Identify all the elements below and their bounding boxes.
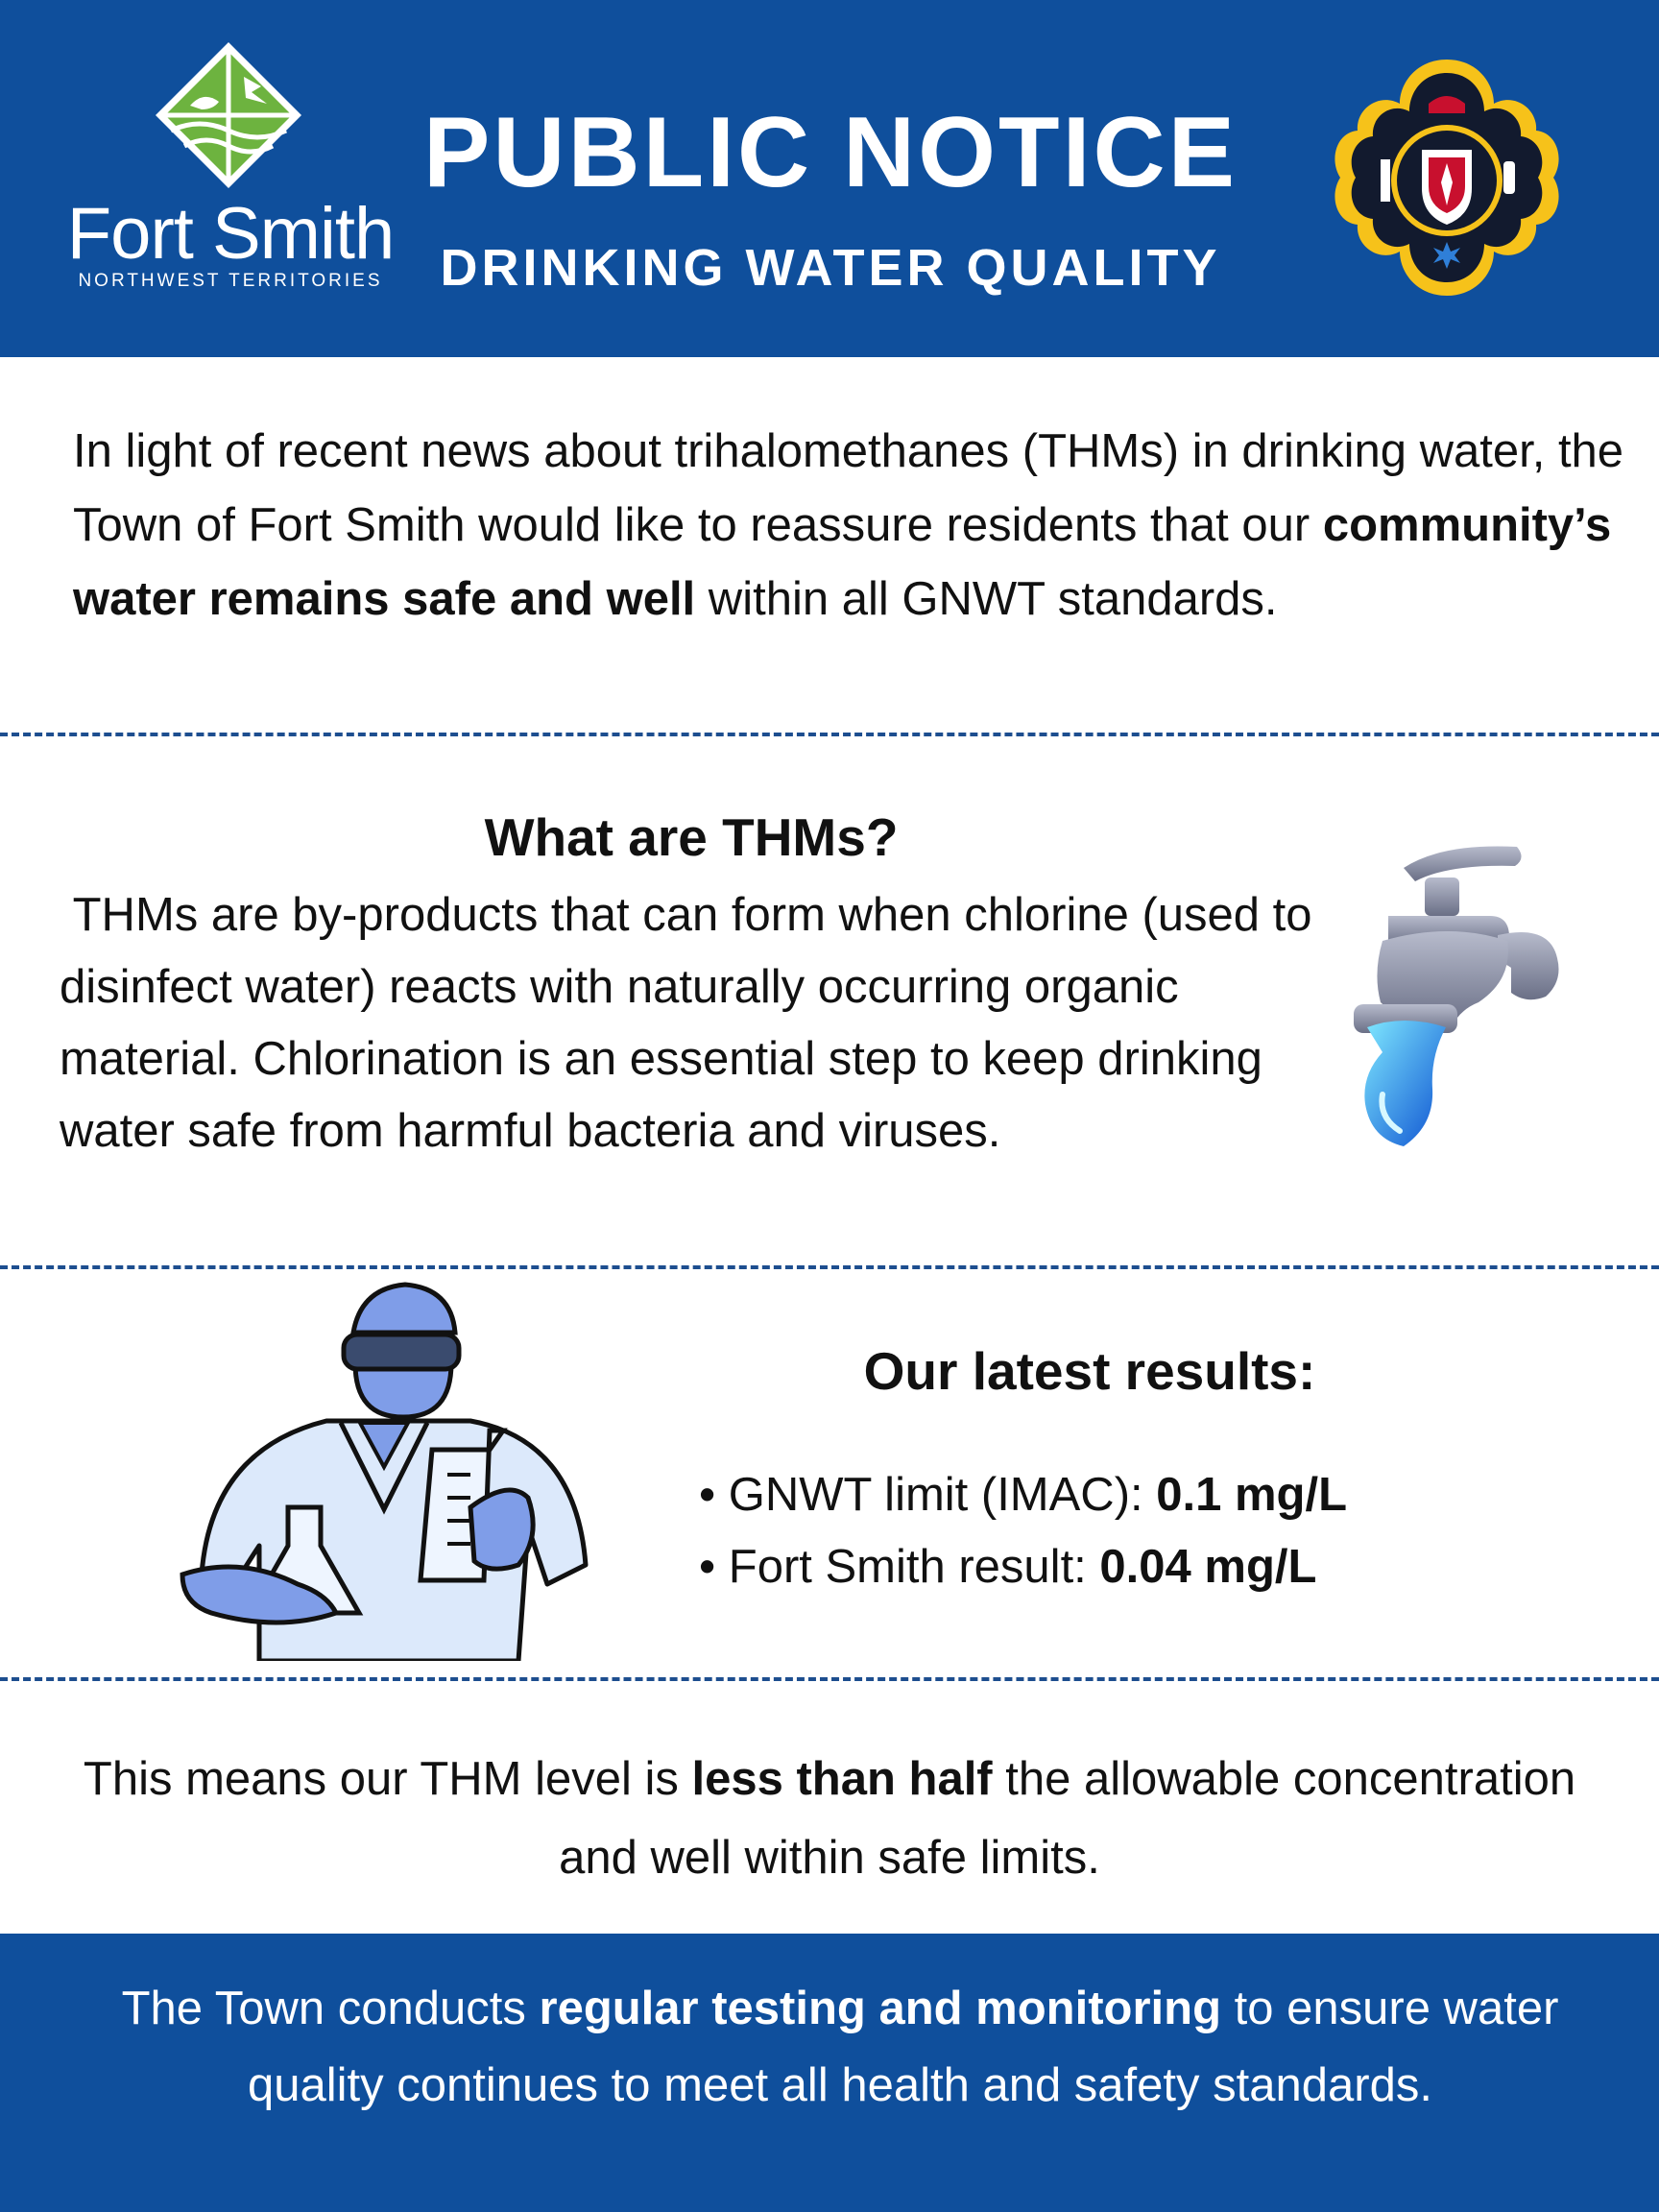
intro-paragraph [73, 415, 1628, 637]
fire-department-badge-icon [1323, 54, 1571, 301]
summary-text-end: the allowable concentration and well within safe limits. [559, 1753, 1576, 1884]
result-label: • GNWT limit (IMAC): [699, 1469, 1157, 1521]
intro-text-start: In light of recent news about trihalomethanes (THMs) in drinking water, the Town of Fort Smith would like to reassure residents that our [73, 425, 1624, 551]
summary-highlight: less than half [691, 1753, 993, 1805]
page-subtitle: DRINKING WATER QUALITY [440, 239, 1221, 297]
footer-text-end: to ensure water quality continues to meet all health and safety standards. [248, 1983, 1559, 2111]
scientist-lab-icon [144, 1277, 643, 1661]
footer-paragraph [106, 1970, 1575, 2124]
fort-smith-logo-icon [152, 38, 305, 192]
thm-description-text: THMs are by-products that can form when chlorine (used to disinfect water) reacts with naturally occurring organic material. Chlorination is an essential step to keep drinking water safe from harmful bacteria and viruses. [60, 889, 1312, 1157]
result-value: 0.1 mg/L [1156, 1469, 1348, 1521]
result-item [699, 1531, 1563, 1603]
result-label: • Fort Smith result: [699, 1541, 1100, 1593]
intro-text-end: within all GNWT standards. [695, 573, 1278, 625]
thm-heading: What are THMs? [484, 807, 899, 867]
result-value: 0.04 mg/L [1099, 1541, 1317, 1593]
faucet-water-drop-icon [1325, 835, 1575, 1200]
results-list [699, 1459, 1563, 1603]
logo-region-name: NORTHWEST TERRITORIES [78, 271, 383, 291]
section-divider [0, 1677, 1659, 1681]
summary-text-start: This means our THM level is [83, 1753, 692, 1805]
result-item [699, 1459, 1563, 1531]
results-heading: Our latest results: [863, 1341, 1316, 1401]
summary-paragraph [61, 1740, 1598, 1897]
fort-smith-logo [58, 38, 403, 298]
footer-text-start: The Town conducts [121, 1983, 540, 2034]
section-divider [0, 1265, 1659, 1269]
page-title: PUBLIC NOTICE [423, 97, 1238, 208]
logo-town-name: Fort Smith [66, 193, 395, 275]
intro-highlight: community’s water remains safe and well [73, 499, 1612, 625]
section-divider [0, 733, 1659, 736]
thm-description [60, 879, 1327, 1167]
footer-highlight: regular testing and monitoring [539, 1983, 1222, 2034]
